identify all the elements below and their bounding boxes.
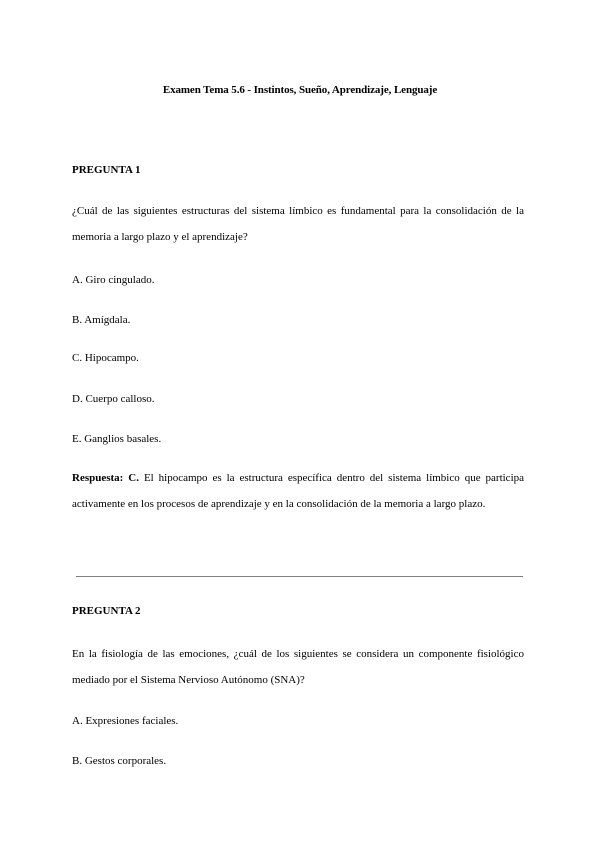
question-2-option-a: A. Expresiones faciales. xyxy=(72,715,179,727)
question-2-heading: PREGUNTA 2 xyxy=(72,605,141,617)
question-1-option-d: D. Cuerpo calloso. xyxy=(72,393,155,405)
answer-explanation: El hipocampo es la estructura específica dentro del sistema límbico que participa activamente en los procesos de aprendizaje y en la consolidación de la memoria a largo plazo. xyxy=(72,472,525,510)
question-1-text: ¿Cuál de las siguientes estructuras del sistema límbico es fundamental para la consolidación de la memoria a largo plazo y el aprendizaje? xyxy=(72,205,524,243)
answer-label: Respuesta: xyxy=(72,472,124,484)
question-1-option-e: E. Ganglios basales. xyxy=(72,433,162,445)
document-title: Examen Tema 5.6 - Instintos, Sueño, Aprendizaje, Lenguaje xyxy=(162,84,438,96)
answer-letter: C. xyxy=(128,472,139,484)
question-1-answer xyxy=(72,465,524,517)
question-1-option-b: B. Amígdala. xyxy=(72,314,131,326)
question-2-option-b: B. Gestos corporales. xyxy=(72,755,167,767)
section-divider xyxy=(76,576,523,577)
question-2-text: En la fisiología de las emociones, ¿cuál de los siguientes se considera un componente fisiológico mediado por el Sistema Nervioso Autónomo (SNA)? xyxy=(72,648,524,686)
question-1-heading: PREGUNTA 1 xyxy=(72,164,141,176)
question-1-option-a: A. Giro cingulado. xyxy=(72,274,155,286)
question-1-option-c: C. Hipocampo. xyxy=(72,352,139,364)
